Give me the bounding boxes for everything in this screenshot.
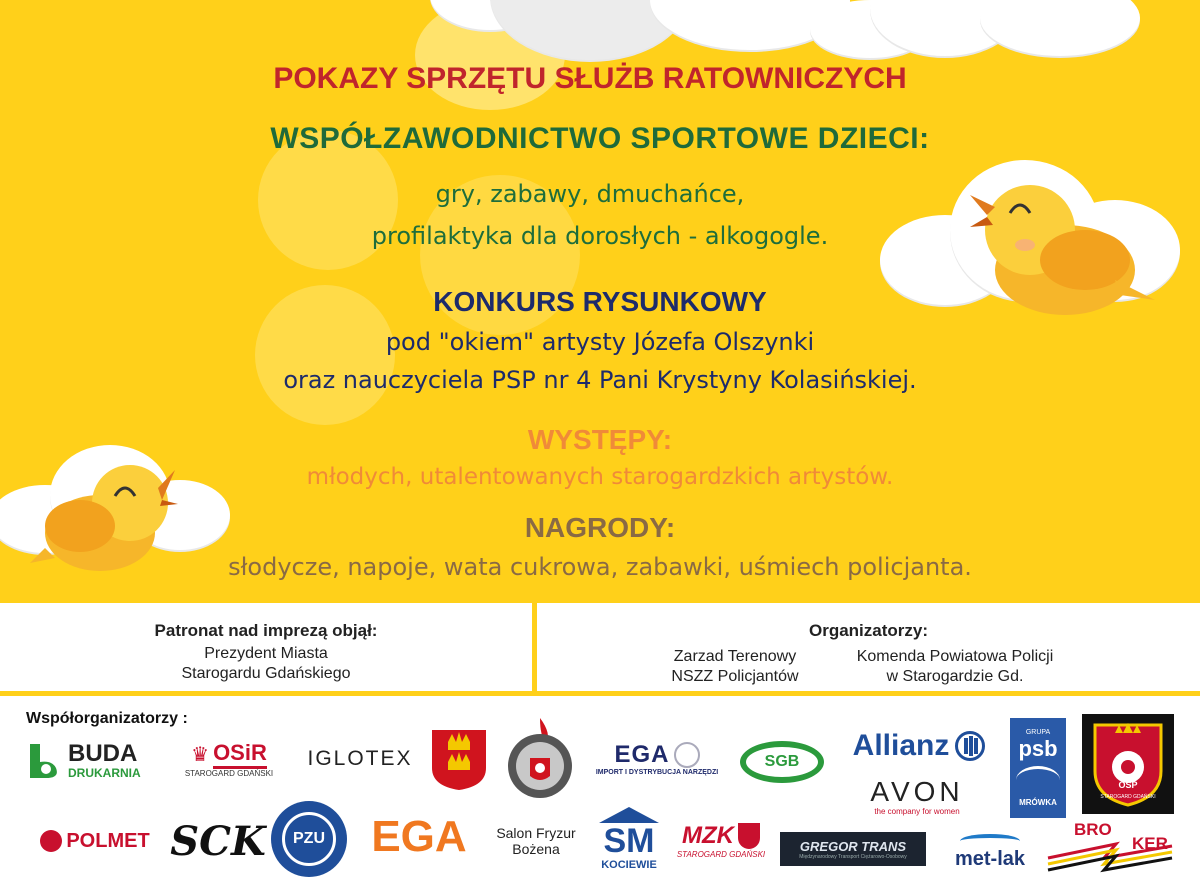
iglotex-logo: IGLOTEX: [307, 747, 413, 770]
sgb-name: SGB: [764, 753, 800, 770]
met-lak-swoosh-icon: [960, 834, 1020, 848]
osir-subtitle: STAROGARD GDAŃSKI: [184, 769, 274, 778]
buda-subtitle: DRUKARNIA: [68, 766, 141, 780]
psb-name: psb: [1018, 736, 1058, 761]
pzu-name: PZU: [293, 830, 325, 847]
pzu-badge: [271, 801, 347, 877]
co-organizers-title: Współorganizatorzy :: [26, 710, 188, 727]
broker-logo: [1046, 818, 1174, 878]
allianz-logo: [836, 726, 1002, 766]
sgb-badge: [740, 741, 824, 783]
fire-service-emblem: [500, 714, 580, 806]
met-lak-name: met-lak: [954, 847, 1026, 870]
organizer-line: Komenda Powiatowa Policji: [856, 648, 1054, 665]
gregor-subtitle: Międzynarodowy Transport Ciężarowo-Osobowy: [799, 853, 907, 860]
sck-logo: SCK: [170, 817, 266, 865]
globe-icon: [674, 742, 700, 768]
osp-subtitle: STAROGARD GDAŃSKI: [1100, 794, 1156, 800]
cloud-top-right: [810, 0, 1140, 60]
ega-import-logo: [590, 732, 724, 784]
sm-subtitle: KOCIEWIE: [601, 859, 657, 871]
polmet-icon: [40, 830, 62, 852]
patronage-title: Patronat nad imprezą objął:: [154, 621, 378, 640]
patronage-line: Prezydent Miasta: [204, 645, 328, 662]
salon-line: Bożena: [512, 841, 560, 857]
broker-name-part: BRO: [1074, 820, 1112, 839]
contest-teacher-text: oraz nauczyciela PSP nr 4 Pani Krystyny Kolasińskiej.: [283, 366, 917, 394]
band-divider: [532, 603, 537, 691]
organizer-police: [840, 647, 1070, 687]
broker-name-part: KER: [1132, 834, 1168, 853]
mzk-crest-icon: [738, 823, 760, 849]
avon-name: AVON: [870, 775, 964, 807]
osp-emblem: [1082, 714, 1174, 814]
sports-activities-text: gry, zabawy, dmuchańce,: [435, 180, 745, 208]
house-roof-icon: [599, 807, 659, 823]
fire-service-icon: [500, 714, 580, 806]
gregor-name: GREGOR TRANS: [799, 838, 907, 854]
headline-sports-competition: WSPÓŁZAWODNICTWO SPORTOWE DZIECI:: [270, 122, 930, 155]
organizer-line: NSZZ Policjantów: [671, 668, 799, 685]
prizes-text: słodycze, napoje, wata cukrowa, zabawki, uśmiech policjanta.: [228, 553, 972, 581]
osir-logo: [168, 736, 290, 782]
headline-prizes: NAGRODY:: [524, 512, 676, 543]
sponsors-area: [0, 691, 1200, 887]
headline-drawing-contest: KONKURS RYSUNKOWY: [433, 286, 767, 317]
ega-logo: EGA: [371, 812, 467, 861]
gregor-trans-logo: [780, 832, 926, 866]
organizers-title: Organizatorzy:: [808, 621, 929, 640]
pzu-logo: [270, 800, 348, 878]
buda-name: BUDA: [68, 740, 138, 767]
osp-name: OSP: [1118, 780, 1138, 790]
ega-import-name: EGA: [614, 740, 670, 768]
sm-kociewie-logo: [596, 798, 662, 880]
avon-tagline: the company for women: [874, 806, 960, 816]
sm-name: SM: [603, 822, 655, 860]
avon-logo: [856, 774, 978, 818]
buda-logo: [26, 736, 156, 786]
mzk-subtitle: STAROGARD GDAŃSKI: [676, 849, 766, 859]
polmet-name: POLMET: [66, 829, 150, 852]
mzk-name: MZK: [682, 821, 734, 849]
polmet-logo: [26, 824, 164, 858]
psb-mrowka-logo: [1010, 718, 1066, 818]
organizer-union: [640, 647, 830, 687]
salon-fryzur-logo: [486, 820, 586, 862]
organizer-line: w Starogardzie Gd.: [886, 668, 1024, 685]
sgb-logo: [736, 738, 828, 786]
cloud-top: [410, 0, 870, 70]
allianz-eagle-icon: [955, 731, 985, 761]
osir-name: OSiR: [213, 740, 267, 769]
prevention-text: profilaktyka dla dorosłych - alkogogle.: [371, 222, 829, 250]
crown-icon: ♛: [191, 744, 210, 766]
performances-text: młodych, utalentowanych starogardzkich artystów.: [306, 464, 894, 490]
buda-mark-icon: [26, 742, 64, 780]
salon-line: Salon Fryzur: [496, 825, 576, 841]
psb-subtitle: MRÓWKA: [1019, 798, 1057, 807]
ega-import-subtitle: IMPORT I DYSTRYBUCJA NARZĘDZI: [595, 768, 719, 776]
psb-group-label: GRUPA: [1025, 729, 1051, 736]
patronage-organizers-band: [0, 603, 1200, 691]
mzk-logo: [676, 810, 766, 870]
starogard-coat-of-arms: [430, 728, 488, 792]
headline-performances: WYSTĘPY:: [527, 424, 673, 455]
headline-rescue-services: POKAZY SPRZĘTU SŁUŻB RATOWNICZYCH: [273, 62, 907, 95]
contest-artist-text: pod "okiem" artysty Józefa Olszynki: [385, 328, 815, 356]
patronage-line: Starogardu Gdańskiego: [181, 665, 351, 682]
met-lak-logo: [940, 828, 1040, 876]
coat-of-arms-icon: [430, 728, 488, 792]
organizer-line: Zarzad Terenowy: [673, 648, 797, 665]
allianz-name: Allianz: [852, 729, 950, 762]
